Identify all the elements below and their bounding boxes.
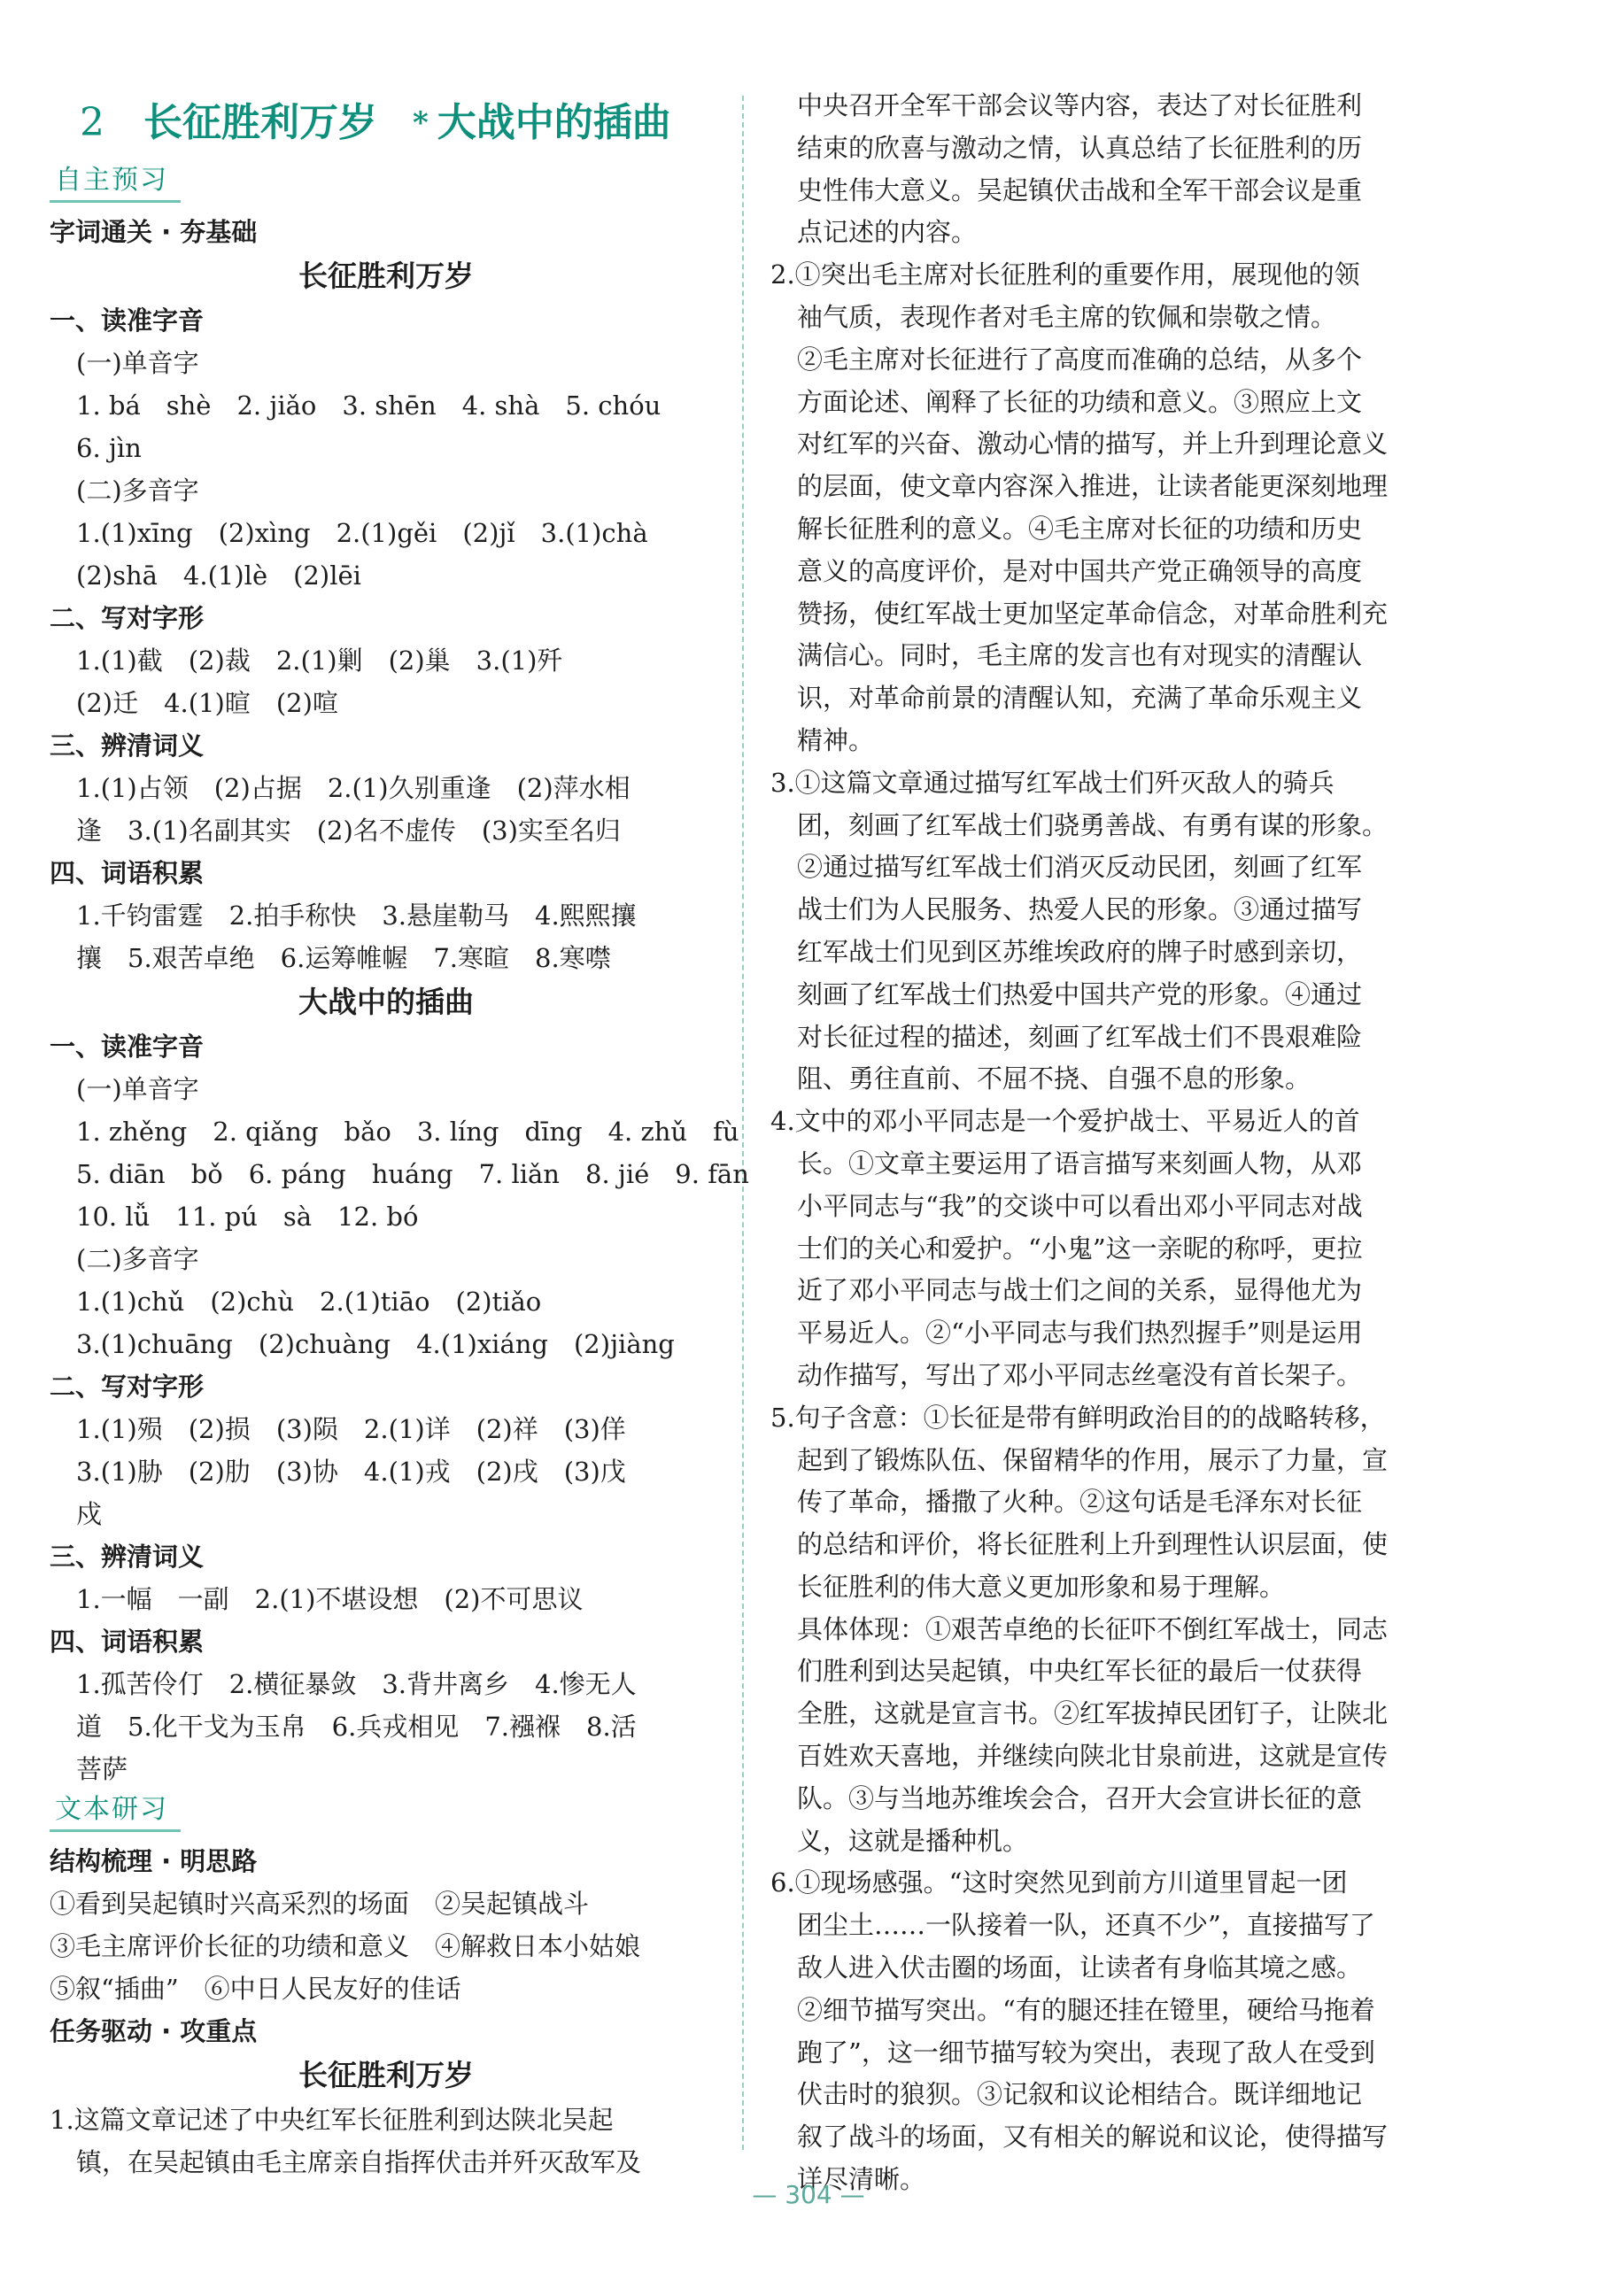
- lesson-number: 2: [80, 100, 104, 145]
- article-heading: 长征胜利万岁: [298, 259, 474, 293]
- answer-line: 攘 5.艰苦卓绝 6.运筹帷幄 7.寒暄 8.寒噤: [76, 943, 611, 973]
- answer-line: 红军战士们见到区苏维埃政府的牌子时感到亲切，: [797, 936, 1363, 967]
- answer-line: ②通过描写红军战士们消灭反动民团，刻画了红军: [797, 852, 1363, 883]
- answer-line: 1.(1)截 (2)裁 2.(1)剿 (2)巢 3.(1)歼: [76, 646, 563, 676]
- answer-line: 1.(1)chǔ (2)chù 2.(1)tiāo (2)tiǎo: [76, 1287, 542, 1317]
- answer-line: 小平同志与“我”的交谈中可以看出邓小平同志对战: [797, 1190, 1363, 1221]
- lesson-title-secondary: 大战中的插曲: [437, 100, 671, 145]
- subsection-heading: 结构梳理 · 明思路: [50, 1846, 258, 1876]
- answer-line: 详尽清晰。: [797, 2164, 926, 2195]
- answer-line: 起到了锻炼队伍、保留精华的作用，展示了力量，宣: [797, 1444, 1389, 1475]
- left-column-body: [50, 161, 749, 2184]
- answer-line: 具体体现：①艰苦卓绝的长征吓不倒红军战士，同志: [797, 1613, 1389, 1644]
- answer-line: (2)迁 4.(1)暄 (2)喧: [76, 688, 338, 718]
- article-heading: 长征胜利万岁: [298, 2058, 474, 2092]
- answer-line: 义，这就是播种机。: [797, 1825, 1029, 1856]
- answer-item: 4.文中的邓小平同志是一个爱护战士、平易近人的首: [770, 1106, 1360, 1137]
- answer-item: 6.①现场感强。“这时突然见到前方川道里冒起一团: [770, 1867, 1348, 1898]
- answer-line: ⑤叙“插曲” ⑥中日人民友好的佳话: [50, 1974, 461, 2004]
- answer-line: 中央召开全军干部会议等内容，表达了对长征胜利: [797, 90, 1363, 120]
- answer-line: 士们的关心和爱护。“小鬼”这一亲昵的称呼，更拉: [797, 1233, 1363, 1264]
- answer-line: 1.一幅 一副 2.(1)不堪设想 (2)不可思议: [76, 1584, 584, 1614]
- lesson-title-main: 长征胜利万岁: [143, 100, 377, 145]
- answer-line: 结束的欣喜与激动之情，认真总结了长征胜利的历: [797, 132, 1363, 163]
- answer-line: (一)单音字: [76, 1074, 199, 1104]
- answer-line: 战士们为人民服务、热爱人民的形象。③通过描写: [797, 894, 1363, 925]
- answer-line: 道 5.化干戈为玉帛 6.兵戎相见 7.襁褓 8.活: [76, 1712, 637, 1742]
- answer-line: 团，刻画了红军战士们骁勇善战、有勇有谋的形象。: [797, 809, 1389, 840]
- answer-line: 叙了战斗的场面，又有相关的解说和议论，使得描写: [797, 2122, 1389, 2153]
- answer-line: 长。①文章主要运用了语言描写来刻画人物，从邓: [797, 1148, 1363, 1179]
- answer-line: 1.(1)殒 (2)损 (3)陨 2.(1)详 (2)祥 (3)佯: [76, 1414, 626, 1444]
- answer-line: 5. diān bǒ 6. páng huáng 7. liǎn 8. jié 9. fān: [76, 1159, 749, 1189]
- answer-line: 1.千钧雷霆 2.拍手称快 3.悬崖勒马 4.熙熙攘: [76, 901, 637, 931]
- answer-line: 赞扬，使红军战士更加坚定革命信念，对革命胜利充: [797, 598, 1389, 629]
- exercise-heading: 二、写对字形: [50, 1372, 205, 1402]
- answer-line: (二)多音字: [76, 475, 199, 506]
- answer-line: 传了革命，播撒了火种。②这句话是毛泽东对长征: [797, 1487, 1363, 1518]
- answer-line: 1. bá shè 2. jiǎo 3. shēn 4. shà 5. chóu: [76, 390, 662, 421]
- answer-line: 识，对革命前景的清醒认知，充满了革命乐观主义: [797, 683, 1363, 714]
- exercise-heading: 一、读准字音: [50, 305, 205, 336]
- answer-line: 的总结和评价，将长征胜利上升到理性认识层面，使: [797, 1529, 1389, 1560]
- answer-line: 全胜，这就是宣言书。②红军拔掉民团钉子，让陕北: [797, 1698, 1389, 1729]
- answer-line: 戍: [76, 1499, 103, 1529]
- answer-line: 袖气质，表现作者对毛主席的钦佩和崇敬之情。: [797, 301, 1337, 332]
- answer-line: (二)多音字: [76, 1244, 199, 1274]
- answer-line: (2)shā 4.(1)lè (2)lēi: [76, 560, 361, 591]
- section-tag: 自主预习: [50, 161, 181, 203]
- answer-line: ②毛主席对长征进行了高度而准确的总结，从多个: [797, 344, 1363, 375]
- subsection-heading: 任务驱动 · 攻重点: [50, 2016, 258, 2046]
- answer-line: 动作描写，写出了邓小平同志丝毫没有首长架子。: [797, 1359, 1363, 1390]
- answer-line: 点记述的内容。: [797, 217, 978, 248]
- answer-line: 方面论述、阐释了长征的功绩和意义。③照应上文: [797, 386, 1363, 417]
- answer-item: 5.句子含意：①长征是带有鲜明政治目的的战略转移，: [770, 1402, 1386, 1433]
- lesson-title: [50, 85, 723, 161]
- answer-line: 意义的高度评价，是对中国共产党正确领导的高度: [797, 555, 1363, 586]
- section-tag-row: [50, 161, 723, 211]
- answer-line: 1.这篇文章记述了中央红军长征胜利到达陕北吴起: [50, 2105, 614, 2135]
- answer-line: 跑了”，这一细节描写较为突出，表现了敌人在受到: [797, 2037, 1375, 2068]
- answer-line: 阻、勇往直前、不屈不挠、自强不息的形象。: [797, 1063, 1311, 1094]
- answer-line: 伏击时的狼狈。③记叙和议论相结合。既详细地记: [797, 2079, 1363, 2110]
- answer-line: (一)单音字: [76, 348, 199, 378]
- answer-line: 1.孤苦伶仃 2.横征暴敛 3.背井离乡 4.惨无人: [76, 1669, 637, 1699]
- answer-line: 史性伟大意义。吴起镇伏击战和全军干部会议是重: [797, 174, 1363, 205]
- answer-line: 1.(1)占领 (2)占据 2.(1)久别重逢 (2)萍水相: [76, 773, 631, 803]
- answer-line: 敌人进入伏击圈的场面，让读者有身临其境之感。: [797, 1952, 1363, 1983]
- answer-line: 百姓欢天喜地，并继续向陕北甘泉前进，这就是宣传: [797, 1741, 1389, 1772]
- answer-line: ①看到吴起镇时兴高采烈的场面 ②吴起镇战斗: [50, 1889, 590, 1919]
- answer-line: 满信心。同时，毛主席的发言也有对现实的清醒认: [797, 640, 1363, 671]
- answer-line: 对长征过程的描述，刻画了红军战士们不畏艰难险: [797, 1021, 1363, 1052]
- answer-line: 1. zhěng 2. qiǎng bǎo 3. líng dīng 4. zhǔ fù: [76, 1117, 739, 1147]
- section-tag: 文本研习: [50, 1790, 181, 1832]
- exercise-heading: 三、辨清词义: [50, 1542, 205, 1572]
- answer-line: 队。③与当地苏维埃会合，召开大会宣讲长征的意: [797, 1782, 1363, 1813]
- answer-line: 逢 3.(1)名副其实 (2)名不虚传 (3)实至名归: [76, 816, 621, 846]
- answer-item: 3.①这篇文章通过描写红军战士们歼灭敌人的骑兵: [770, 767, 1335, 798]
- exercise-heading: 二、写对字形: [50, 603, 205, 633]
- lesson-title-marker: *: [413, 105, 429, 141]
- exercise-heading: 四、词语积累: [50, 1627, 205, 1657]
- left-column: [50, 85, 749, 2184]
- answer-line: ②细节描写突出。“有的腿还挂在镫里，硬给马拖着: [797, 1994, 1375, 2025]
- answer-line: ③毛主席评价长征的功绩和意义 ④解救日本小姑娘: [50, 1931, 641, 1961]
- answer-line: 长征胜利的伟大意义更加形象和易于理解。: [797, 1571, 1286, 1602]
- exercise-heading: 四、词语积累: [50, 858, 205, 888]
- answer-line: 平易近人。②“小平同志与我们热烈握手”则是运用: [797, 1318, 1363, 1349]
- answer-line: 解长征胜利的意义。④毛主席对长征的功绩和历史: [797, 513, 1363, 544]
- exercise-heading: 一、读准字音: [50, 1032, 205, 1062]
- answer-line: 菩萨: [76, 1754, 128, 1784]
- answer-item: 2.①突出毛主席对长征胜利的重要作用，展现他的领: [770, 259, 1360, 290]
- answer-line: 们胜利到达吴起镇，中央红军长征的最后一仗获得: [797, 1656, 1363, 1687]
- answer-line: 精神。: [797, 724, 875, 755]
- answer-line: 镇，在吴起镇由毛主席亲自指挥伏击并歼灭敌军及: [76, 2147, 642, 2177]
- article-heading: 大战中的插曲: [298, 985, 474, 1019]
- column-divider: [742, 96, 744, 2150]
- subsection-heading: 字词通关 · 夯基础: [50, 217, 258, 247]
- answer-line: 10. lǚ 11. pú sà 12. bó: [76, 1202, 419, 1232]
- answer-line: 近了邓小平同志与战士们之间的关系，显得他尤为: [797, 1275, 1363, 1306]
- answer-line: 团尘土……一队接着一队，还真不少”，直接描写了: [797, 1910, 1375, 1941]
- section-tag-row: [50, 1790, 723, 1840]
- answer-line: 的层面，使文章内容深入推进，让读者能更深刻地理: [797, 471, 1389, 502]
- page-number: — 304 —: [752, 2180, 865, 2209]
- answer-line: 3.(1)胁 (2)肋 (3)协 4.(1)戎 (2)戌 (3)戊: [76, 1457, 626, 1487]
- answer-line: 6. jìn: [76, 433, 142, 463]
- exercise-heading: 三、辨清词义: [50, 731, 205, 761]
- answer-line: 对红军的兴奋、激动心情的描写，并上升到理论意义: [797, 429, 1389, 460]
- right-column: [770, 85, 1421, 2201]
- answer-line: 3.(1)chuāng (2)chuàng 4.(1)xiáng (2)jiàng: [76, 1329, 675, 1359]
- answer-line: 1.(1)xīng (2)xìng 2.(1)gěi (2)jǐ 3.(1)chà: [76, 518, 648, 548]
- answer-line: 刻画了红军战士们热爱中国共产党的形象。④通过: [797, 978, 1363, 1009]
- right-column-body: [770, 85, 1421, 2201]
